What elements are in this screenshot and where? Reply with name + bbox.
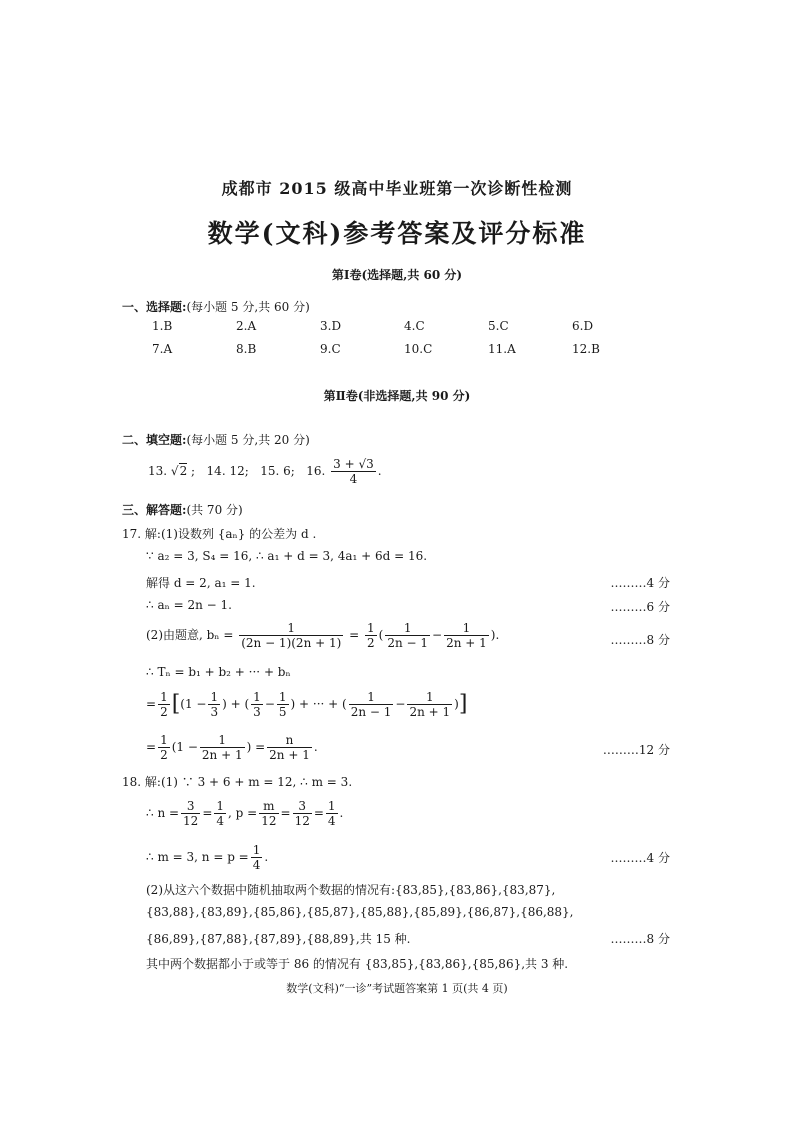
section3-note: (共 70 分) (186, 503, 243, 517)
q17-line-7: = $\frac{1}{2}$ [(1 − $\frac{1}{3}$ ) + ( $\frac{1}{3}$ − $\frac{1}{5}$ ) + ··· + ( $\frac{1}{2n - 1}$ − $\frac{1}{2n + 1}$ )] (146, 690, 468, 719)
exam-title: 成都市 2015 级高中毕业班第一次诊断性检测 (221, 179, 573, 198)
section1-heading (122, 298, 310, 315)
fill-in-answers: 13. √2 ; 14. 12; 15. 6; 16. $\frac{3 + √3}{4}$ . (148, 457, 382, 486)
page-footer: 数学(文科)“一诊”考试题答案第 1 页(共 4 页) (286, 982, 508, 995)
q18-line-7: 其中两个数据都小于或等于 86 的情况有 {83,85},{83,86},{85,86},共 3 种. (146, 957, 569, 971)
fill-15: 15. 6; (260, 464, 295, 478)
q18-line-4: (2)从这六个数据中随机抽取两个数据的情况有:{83,85},{83,86},{83,87}, (146, 883, 556, 897)
fill-16-fraction: $\frac{3 + √3}{4}$ (333, 457, 374, 486)
choice-answers-row-1 (152, 319, 656, 333)
q18-line-6: {86,89},{87,88},{87,89},{88,89},共 15 种. (146, 932, 411, 946)
answer-1: 1.B (152, 319, 173, 333)
q18-line-1: 18. 解:(1) ∵ 3 + 6 + m = 12, ∴ m = 3. (122, 775, 353, 789)
answer-3: 3.D (320, 319, 342, 333)
answer-key-title: 数学(文科)参考答案及评分标准 (207, 219, 587, 248)
section2-note: (每小题 5 分,共 20 分) (186, 433, 310, 447)
q18-line-2: ∴ n = $\frac{3}{12}$ = $\frac{1}{4}$ , p = $\frac{m}{12}$ = $\frac{3}{12}$ = $\frac{1}{4}$ . (146, 799, 344, 828)
answer-7: 7.A (152, 342, 173, 356)
section1-note: (每小题 5 分,共 60 分) (186, 300, 310, 314)
section3-label: 三、解答题: (122, 503, 187, 517)
answer-11: 11.A (488, 342, 516, 356)
answer-2: 2.A (236, 319, 257, 333)
section2-heading (122, 431, 310, 448)
q18-score-2: ………8 分 (610, 932, 670, 946)
answer-4: 4.C (404, 319, 425, 333)
q17-line-3: 解得 d = 2, a₁ = 1. (146, 576, 256, 590)
q17-score-4: ………12 分 (602, 743, 670, 757)
answer-12: 12.B (572, 342, 600, 356)
q17-score-2: ………6 分 (610, 600, 670, 614)
q17-line-8: = $\frac{1}{2}$ (1 − $\frac{1}{2n + 1}$ ) = $\frac{n}{2n + 1}$ . (146, 733, 318, 762)
q18-line-3: ∴ m = 3, n = p = $\frac{1}{4}$ . (146, 843, 269, 872)
q18-score-1: ………4 分 (610, 851, 670, 865)
answer-9: 9.C (320, 342, 341, 356)
part1-title: 第Ⅰ卷(选择题,共 60 分) (331, 268, 463, 282)
q17-line-5: (2)由题意, bₙ = $\frac{1}{(2n - 1)(2n + 1)}$ = $\frac{1}{2}$ ( $\frac{1}{2n - 1}$ − $\frac{1}{2n + 1}$ ). (146, 621, 500, 650)
section3-heading (122, 501, 243, 518)
choice-answers-row-2 (152, 342, 656, 356)
q17-line-1: 17. 解:(1)设数列 {aₙ} 的公差为 d . (122, 527, 317, 541)
section2-label: 二、填空题: (122, 433, 187, 447)
part2-title: 第Ⅱ卷(非选择题,共 90 分) (323, 389, 471, 403)
q17-line-4: ∴ aₙ = 2n − 1. (146, 598, 232, 612)
answer-10: 10.C (404, 342, 433, 356)
fill-13-prefix: 13. (148, 464, 168, 478)
q18-line-5: {83,88},{83,89},{85,86},{85,87},{85,88},{85,89},{86,87},{86,88}, (146, 905, 574, 919)
fill-14: 14. 12; (206, 464, 249, 478)
fill-16-prefix: 16. (306, 464, 326, 478)
q17-score-1: ………4 分 (610, 576, 670, 590)
answer-8: 8.B (236, 342, 257, 356)
q17-score-3: ………8 分 (610, 633, 670, 647)
answer-5: 5.C (488, 319, 509, 333)
section1-label: 一、选择题: (122, 300, 187, 314)
q17-line-2: ∵ a₂ = 3, S₄ = 16, ∴ a₁ + d = 3, 4a₁ + 6d = 16. (146, 549, 428, 563)
fill-13-radicand: 2 (179, 464, 188, 478)
q17-line-6: ∴ Tₙ = b₁ + b₂ + ··· + bₙ (146, 665, 291, 679)
answer-6: 6.D (572, 319, 594, 333)
